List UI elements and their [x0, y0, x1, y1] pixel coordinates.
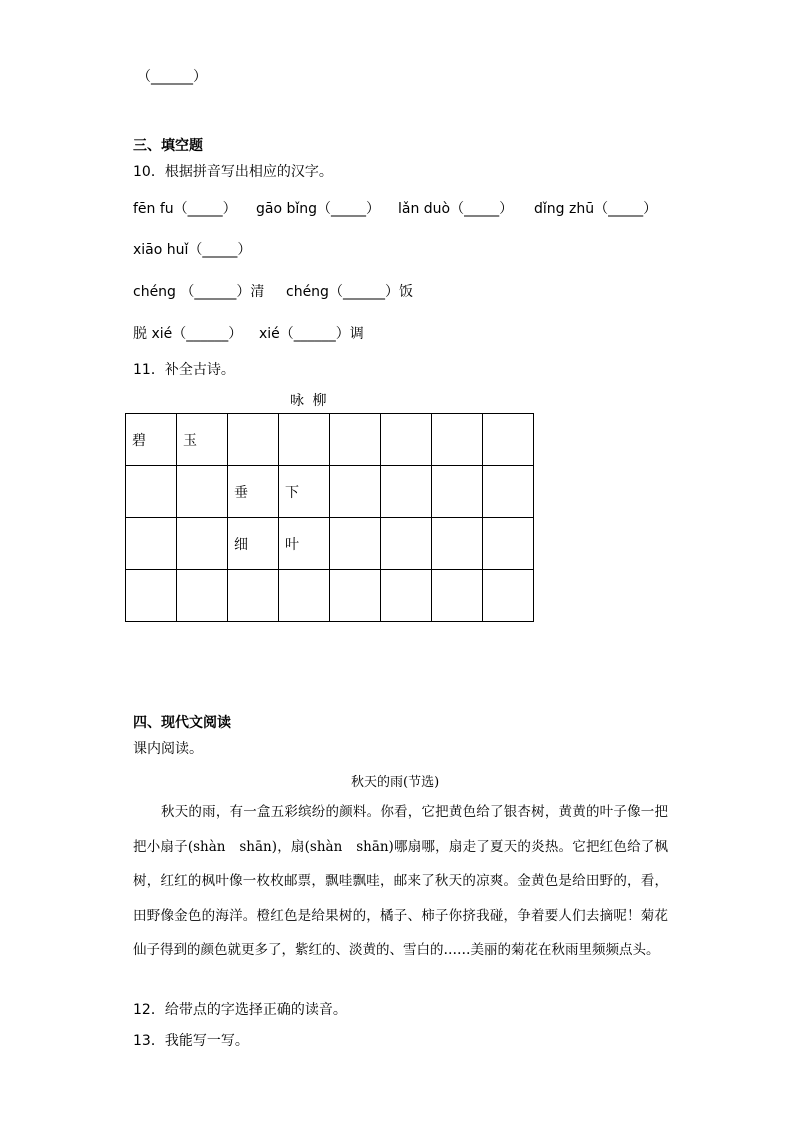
poem-row-1 — [126, 414, 534, 466]
poem-cell — [381, 518, 432, 570]
poem-cell — [228, 414, 279, 466]
poem-cell — [432, 518, 483, 570]
pinyin-item-xietiao: xié（______）调 — [259, 326, 364, 342]
poem-title: 咏 柳 — [290, 393, 329, 409]
poem-cell — [432, 414, 483, 466]
pinyin-item-dingzhu: dǐng zhū（_____） — [534, 201, 658, 217]
poem-cell — [177, 466, 228, 518]
question-10-prompt: 10．根据拼音写出相应的汉字。 — [133, 164, 333, 180]
passage-text: 秋天的雨，有一盒五彩缤纷的颜料。你看，它把黄色给了银杏树，黄黄的叶子像一把把小扇子(shàn shān)，扇(shàn shān)哪扇哪，扇走了夏天的炎热。它把红色给了枫树，红红的枫叶像一枚枚邮票，飘哇飘哇，邮来了秋天的凉爽。金黄色是给田野的，看，田野像金色的海洋。橙红色是给果树的，橘子、柿子你挤我碰，争着要人们去摘呢！菊花仙子得到的颜色就更多了，紫红的、淡黄的、雪白的……美丽的菊花在秋雨里频频点头。 — [133, 804, 668, 958]
pinyin-item-landuo: lǎn duò（_____） — [398, 201, 514, 217]
poem-cell — [330, 518, 381, 570]
poem-row-3 — [126, 518, 534, 570]
poem-cell — [330, 466, 381, 518]
question-11-prompt: 11．补全古诗。 — [133, 362, 235, 378]
poem-cell: 叶 — [279, 518, 330, 570]
poem-cell — [432, 570, 483, 622]
top-answer-blank: （______） — [137, 69, 207, 85]
poem-cell — [381, 570, 432, 622]
poem-row-4 — [126, 570, 534, 622]
poem-cell: 碧 — [126, 414, 177, 466]
poem-cell — [126, 570, 177, 622]
poem-cell — [330, 414, 381, 466]
poem-cell: 下 — [279, 466, 330, 518]
poem-cell — [126, 518, 177, 570]
section-4-subtitle: 课内阅读。 — [133, 741, 203, 757]
passage-title: 秋天的雨(节选) — [351, 775, 440, 790]
poem-cell — [381, 466, 432, 518]
pinyin-item-gaobing: gāo bǐng（_____） — [256, 201, 381, 217]
poem-cell — [279, 414, 330, 466]
section-3-title: 三、填空题 — [133, 138, 203, 154]
poem-cell — [483, 570, 534, 622]
poem-cell: 细 — [228, 518, 279, 570]
poem-cell — [432, 466, 483, 518]
question-13-prompt: 13．我能写一写。 — [133, 1033, 249, 1049]
poem-cell — [177, 570, 228, 622]
pinyin-item-fenfu: fēn fu（_____） — [133, 201, 237, 217]
pinyin-item-xiaohui: xiāo huǐ（_____） — [133, 242, 252, 258]
pinyin-item-cheng-qing: chéng （______）清 — [133, 284, 265, 300]
poem-cell: 垂 — [228, 466, 279, 518]
poem-cell — [126, 466, 177, 518]
poem-cell — [228, 570, 279, 622]
poem-cell — [483, 466, 534, 518]
poem-cell — [330, 570, 381, 622]
pinyin-item-tuoxie: 脱 xié（______） — [133, 326, 243, 342]
poem-cell — [381, 414, 432, 466]
poem-grid — [125, 413, 534, 622]
pinyin-item-cheng-fan: chéng（______）饭 — [286, 284, 413, 300]
poem-row-2 — [126, 466, 534, 518]
poem-cell: 玉 — [177, 414, 228, 466]
poem-cell — [483, 518, 534, 570]
poem-cell — [177, 518, 228, 570]
question-12-prompt: 12．给带点的字选择正确的读音。 — [133, 1002, 347, 1018]
poem-cell — [279, 570, 330, 622]
poem-cell — [483, 414, 534, 466]
section-4-title: 四、现代文阅读 — [133, 715, 231, 731]
